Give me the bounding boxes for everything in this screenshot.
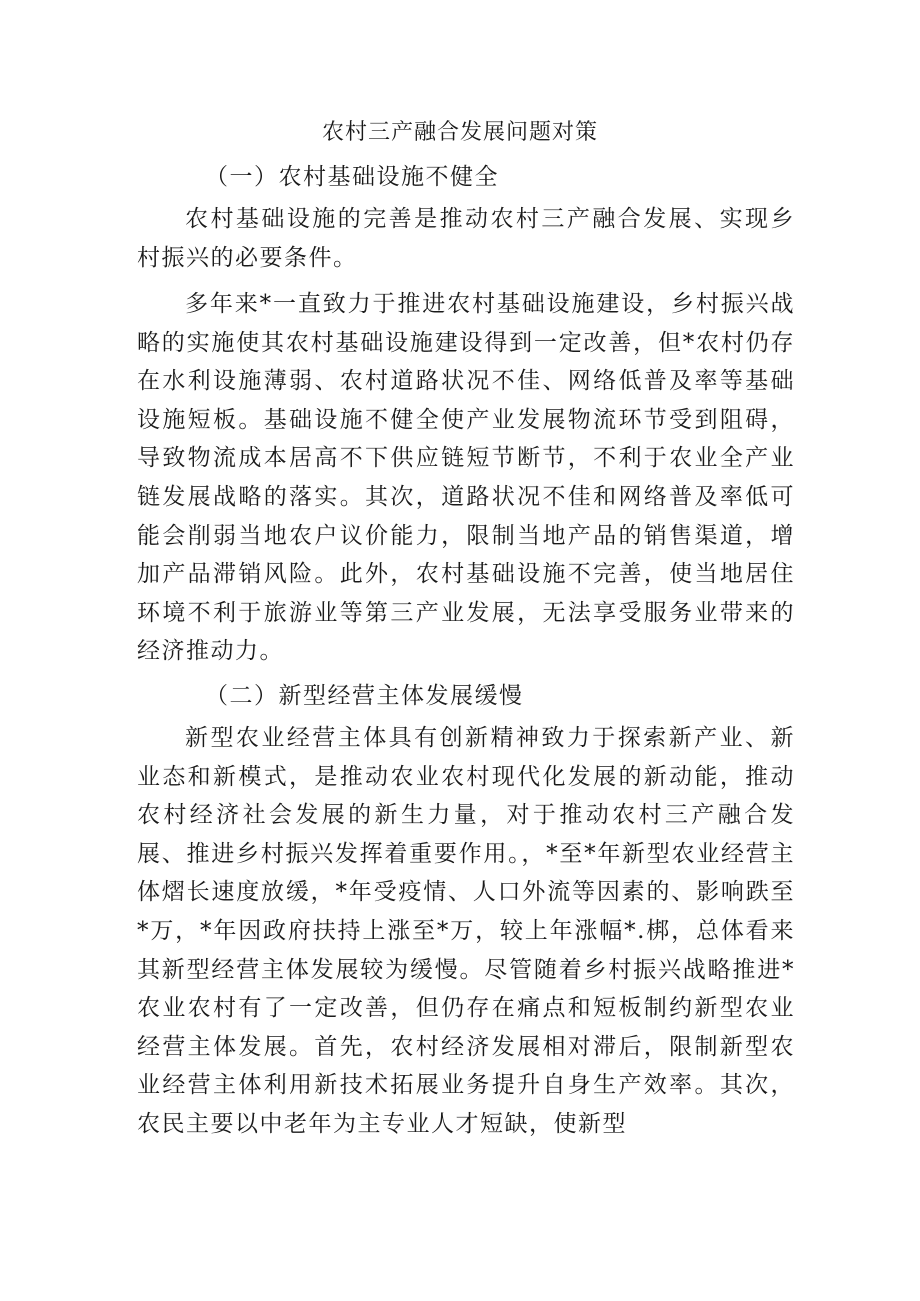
document-title: 农村三产融合发展问题对策	[321, 120, 598, 145]
section-2-heading: （二）新型经营主体发展缓慢	[205, 683, 524, 709]
section-2-paragraph-1: 新型农业经营主体具有创新精神致力于探索新产业、新业态和新模式，是推动农业农村现代化发展的新动能，推动农村经济社会发展的新生力量，对于推动农村三产融合发展、推进乡村振兴发挥着重要作用。，*至*年新型农业经营主体熠长速度放缓，*年受疫情、人口外流等因素的、影响跌至*万，*年因政府扶持上涨至*万，较上年涨幅*.梆，总体看来其新型经营主体发展较为缓慢。尽管随着乡村振兴战略推进*农业农村有了一定改善，但仍存在痛点和短板制约新型农业经营主体发展。首先，农村经济发展相对滞后，限制新型农业经营主体利用新技术拓展业务提升自身生产效率。其次，农民主要以中老年为主专业人才短缺，使新型	[137, 725, 795, 1137]
section-1-heading: （一）农村基础设施不健全	[205, 164, 499, 190]
section-1-paragraph-1: 农村基础设施的完善是推动农村三产融合发展、实现乡村振兴的必要条件。	[137, 206, 795, 271]
section-1-paragraph-2: 多年来*一直致力于推进农村基础设施建设，乡村振兴战略的实施使其农村基础设施建设得到一定改善，但*农村仍存在水利设施薄弱、农村道路状况不佳、网络低普及率等基础设施短板。基础设施不健全使产业发展物流环节受到阻碍，导致物流成本居高不下供应链短节断节，不利于农业全产业链发展战略的落实。其次，道路状况不佳和网络普及率低可能会削弱当地农户议价能力，限制当地产品的销售渠道，增加产品滞销风险。此外，农村基础设施不完善，使当地居住环境不利于旅游业等第三产业发展，无法享受服务业带来的经济推动力。	[137, 291, 795, 665]
